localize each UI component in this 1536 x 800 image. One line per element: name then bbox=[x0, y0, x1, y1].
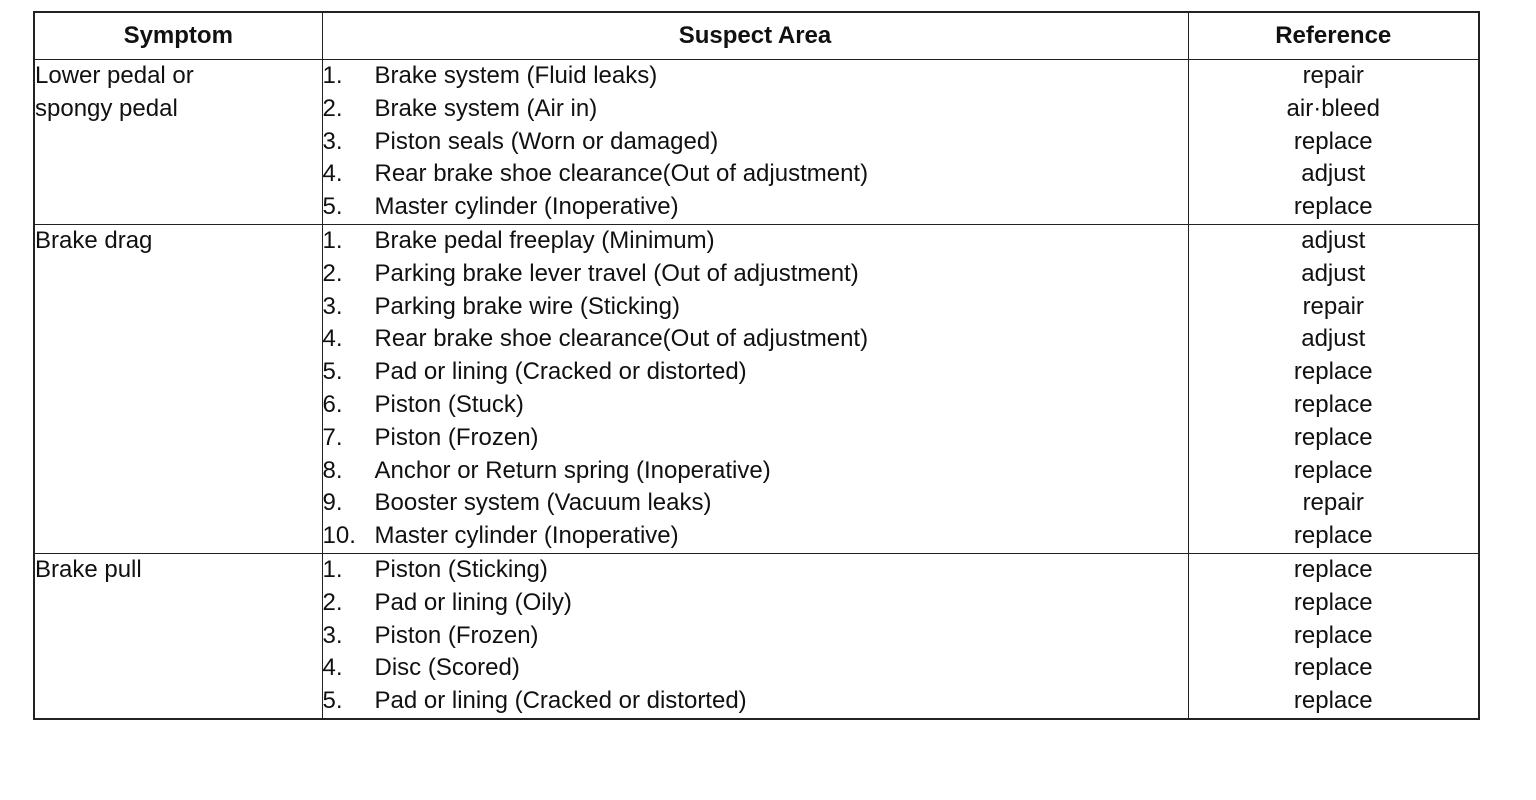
item-number: 4. bbox=[322, 654, 343, 682]
list-item bbox=[323, 520, 1188, 553]
item-number: 8. bbox=[322, 456, 343, 484]
item-reference: replace bbox=[1293, 522, 1373, 550]
symptom-cell bbox=[34, 60, 322, 225]
item-number: 7. bbox=[322, 423, 343, 451]
item-reference: replace bbox=[1293, 654, 1373, 682]
item-suspect-area: Piston (Stuck) bbox=[374, 390, 524, 418]
item-suspect-area: Master cylinder (Inoperative) bbox=[374, 193, 679, 221]
item-suspect-area: Master cylinder (Inoperative) bbox=[374, 522, 679, 550]
item-suspect-area: Rear brake shoe clearance(Out of adjustment) bbox=[374, 160, 869, 188]
item-reference: adjust bbox=[1301, 325, 1366, 353]
list-item bbox=[323, 126, 1188, 159]
reference-cell bbox=[1188, 553, 1479, 718]
header-symptom: Symptom bbox=[34, 12, 322, 60]
item-suspect-area: Piston (Frozen) bbox=[374, 621, 539, 649]
list-item bbox=[323, 356, 1188, 389]
item-suspect-area: Piston (Frozen) bbox=[374, 423, 539, 451]
item-reference: replace bbox=[1293, 193, 1373, 221]
symptom-cell bbox=[34, 553, 322, 718]
symptom-text: Brake pull bbox=[35, 555, 142, 583]
item-reference: replace bbox=[1293, 687, 1373, 715]
item-suspect-area: Piston (Sticking) bbox=[374, 555, 548, 583]
list-item bbox=[323, 158, 1188, 191]
item-number: 1. bbox=[322, 62, 343, 89]
table-row bbox=[34, 60, 1479, 225]
symptom-cell bbox=[34, 224, 322, 553]
item-suspect-area: Brake pedal freeplay (Minimum) bbox=[374, 226, 715, 254]
header-suspect-area: Suspect Area bbox=[322, 12, 1188, 60]
item-suspect-area: Brake system (Fluid leaks) bbox=[374, 62, 658, 89]
item-number: 5. bbox=[322, 193, 343, 221]
list-item bbox=[323, 60, 1188, 93]
item-suspect-area: Parking brake lever travel (Out of adjustment) bbox=[374, 259, 859, 287]
list-item bbox=[323, 685, 1188, 718]
reference-cell bbox=[1188, 224, 1479, 553]
list-item bbox=[323, 587, 1188, 620]
item-reference: adjust bbox=[1301, 226, 1366, 254]
item-number: 5. bbox=[322, 358, 343, 386]
item-reference: repair bbox=[1302, 489, 1364, 517]
item-reference: replace bbox=[1293, 390, 1373, 418]
suspect-area-cell bbox=[322, 553, 1188, 718]
item-reference: adjust bbox=[1301, 259, 1366, 287]
item-reference: replace bbox=[1293, 127, 1373, 155]
item-suspect-area: Disc (Scored) bbox=[374, 654, 520, 682]
item-number: 1. bbox=[322, 555, 343, 583]
item-reference: replace bbox=[1293, 555, 1373, 583]
item-number: 1. bbox=[322, 226, 343, 254]
item-number: 6. bbox=[322, 390, 343, 418]
table-row bbox=[34, 224, 1479, 553]
item-suspect-area: Pad or lining (Cracked or distorted) bbox=[374, 687, 747, 715]
item-reference: replace bbox=[1293, 358, 1373, 386]
list-item bbox=[323, 323, 1188, 356]
list-item bbox=[323, 291, 1188, 324]
item-reference: air·bleed bbox=[1286, 94, 1380, 122]
symptom-text: Lower pedal or spongy pedal bbox=[35, 62, 194, 122]
item-suspect-area: Piston seals (Worn or damaged) bbox=[374, 127, 719, 155]
item-reference: replace bbox=[1293, 621, 1373, 649]
reference-cell bbox=[1188, 60, 1479, 225]
item-suspect-area: Brake system (Air in) bbox=[374, 94, 598, 122]
list-item bbox=[323, 258, 1188, 291]
list-item bbox=[323, 487, 1188, 520]
list-item bbox=[323, 422, 1188, 455]
item-number: 4. bbox=[322, 160, 343, 188]
item-number: 3. bbox=[322, 621, 343, 649]
symptom-text: Brake drag bbox=[35, 226, 153, 254]
item-suspect-area: Parking brake wire (Sticking) bbox=[374, 292, 680, 320]
item-suspect-area: Pad or lining (Oily) bbox=[374, 588, 572, 616]
item-suspect-area: Booster system (Vacuum leaks) bbox=[374, 489, 712, 517]
list-item bbox=[323, 620, 1188, 653]
item-number: 9. bbox=[322, 489, 343, 517]
list-item bbox=[323, 191, 1188, 224]
list-item bbox=[323, 554, 1188, 587]
item-reference: adjust bbox=[1301, 160, 1366, 188]
list-item bbox=[323, 225, 1188, 258]
item-reference: repair bbox=[1302, 62, 1364, 89]
item-reference: replace bbox=[1293, 456, 1373, 484]
item-number: 3. bbox=[322, 292, 343, 320]
suspect-area-cell bbox=[322, 60, 1188, 225]
item-number: 5. bbox=[322, 687, 343, 715]
troubleshooting-table bbox=[33, 11, 1480, 720]
item-reference: replace bbox=[1293, 423, 1373, 451]
item-number: 4. bbox=[322, 325, 343, 353]
list-item bbox=[323, 93, 1188, 126]
item-number: 2. bbox=[322, 588, 343, 616]
item-number: 2. bbox=[322, 259, 343, 287]
item-number: 3. bbox=[322, 127, 343, 155]
item-suspect-area: Pad or lining (Cracked or distorted) bbox=[374, 358, 747, 386]
list-item bbox=[323, 652, 1188, 685]
suspect-area-cell bbox=[322, 224, 1188, 553]
table-row bbox=[34, 553, 1479, 718]
item-reference: replace bbox=[1293, 588, 1373, 616]
header-reference: Reference bbox=[1188, 12, 1479, 60]
header-row bbox=[34, 12, 1479, 60]
item-reference: repair bbox=[1302, 292, 1364, 320]
list-item bbox=[323, 455, 1188, 488]
list-item bbox=[323, 389, 1188, 422]
item-number: 2. bbox=[322, 94, 343, 122]
item-suspect-area: Anchor or Return spring (Inoperative) bbox=[374, 456, 771, 484]
item-number: 10. bbox=[322, 522, 356, 550]
item-suspect-area: Rear brake shoe clearance(Out of adjustment) bbox=[374, 325, 869, 353]
